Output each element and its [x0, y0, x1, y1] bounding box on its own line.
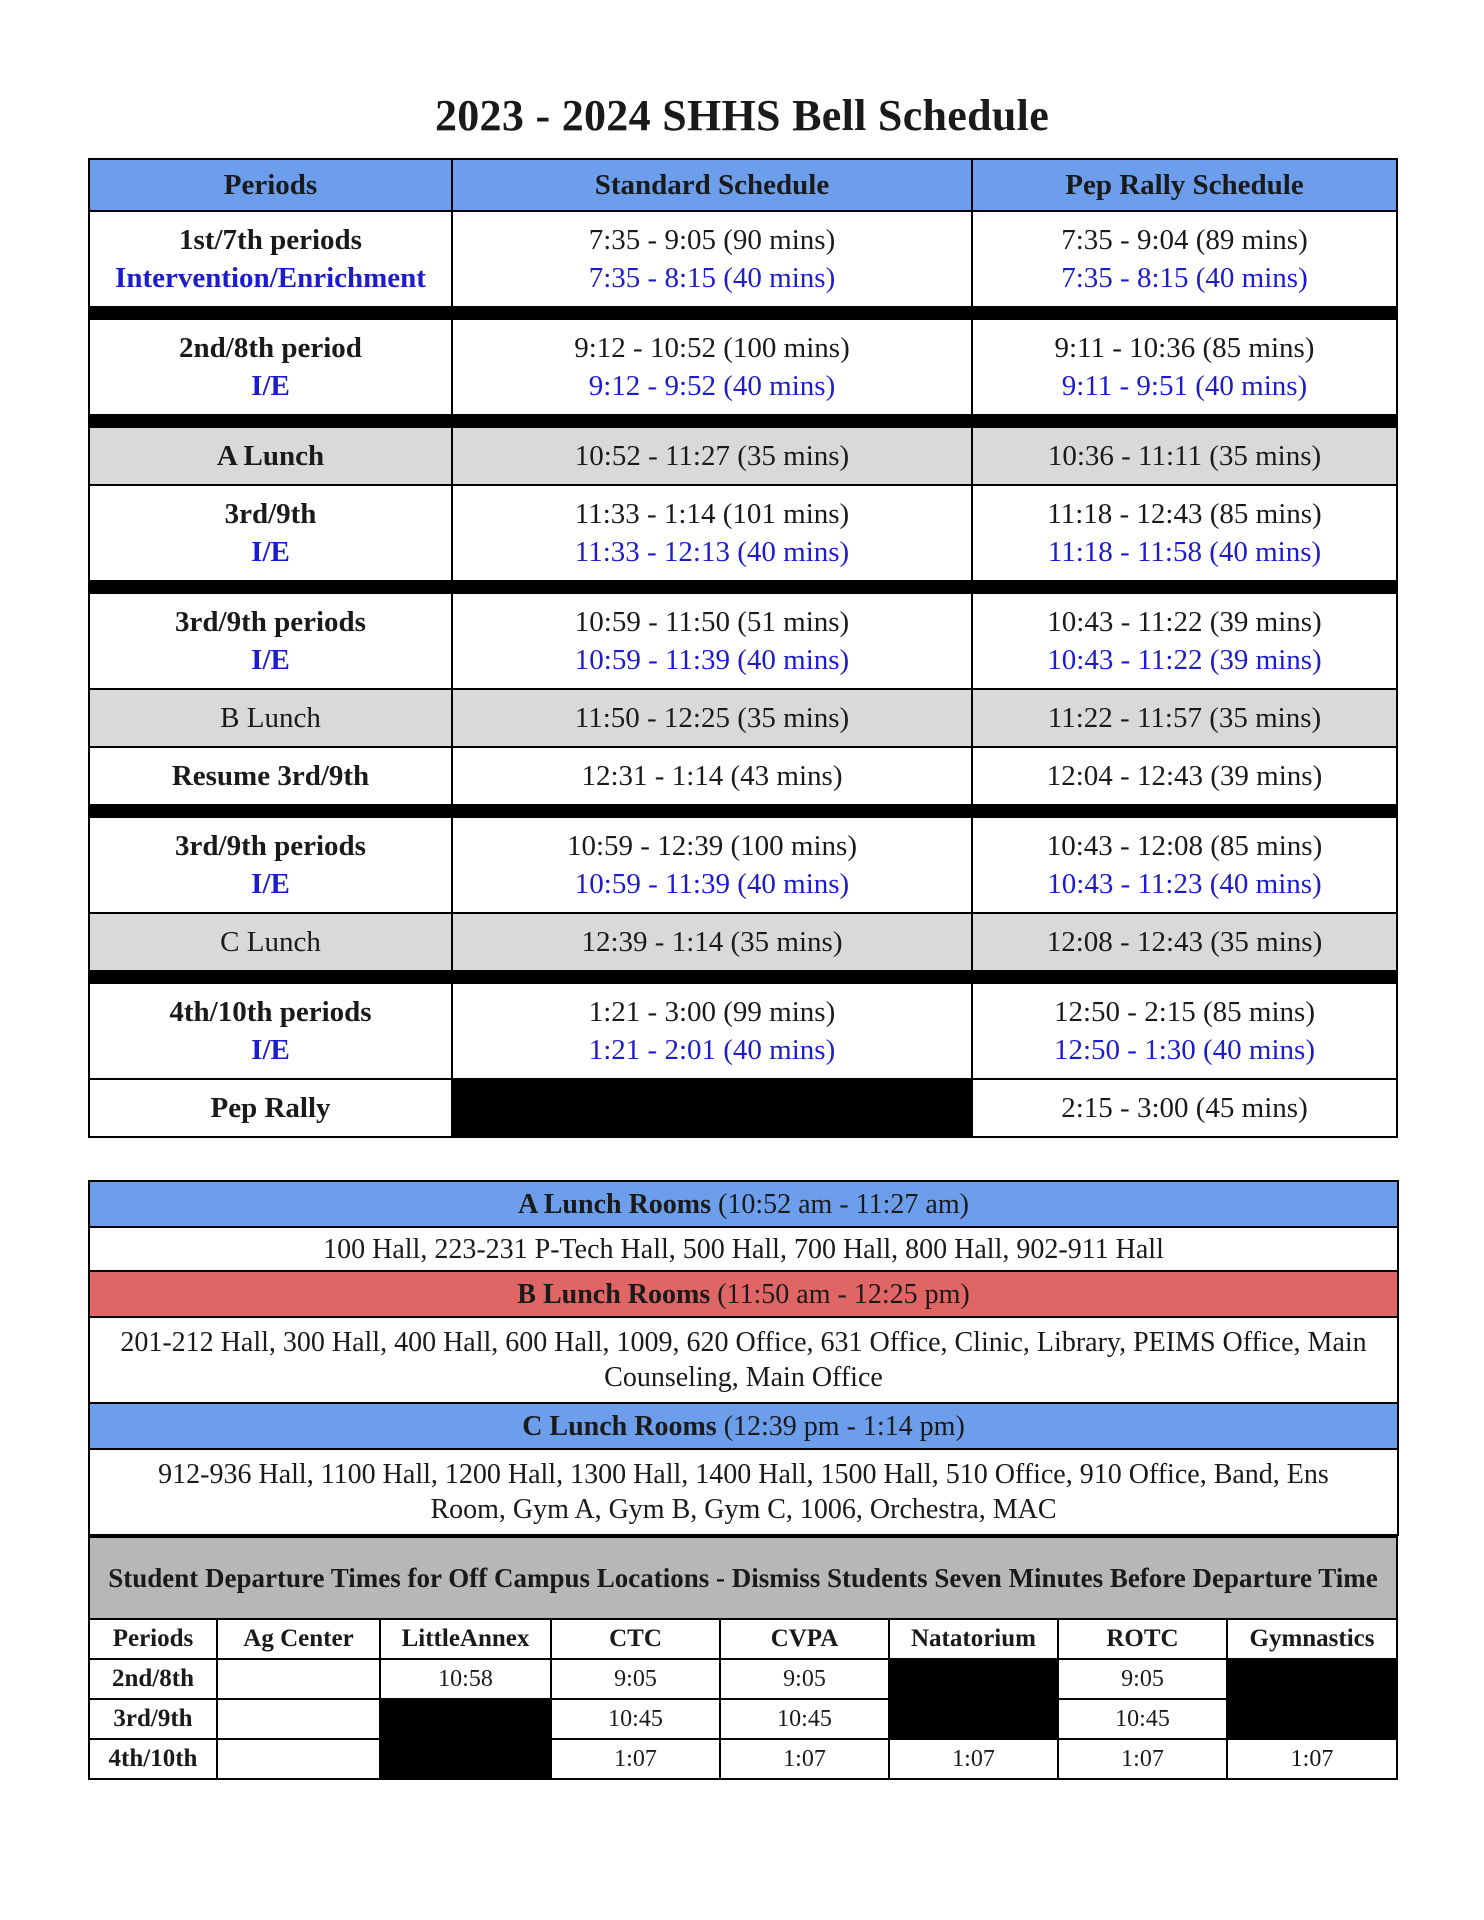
period-cell: 2nd/8th period I/E [89, 319, 452, 415]
table-row [89, 485, 1397, 581]
col-header: CTC [551, 1619, 720, 1659]
col-header: Periods [89, 1619, 217, 1659]
table-cell: 10:45 [1058, 1699, 1227, 1739]
table-row [89, 593, 1397, 689]
period-cell: 3rd/9th I/E [89, 485, 452, 581]
table-row [89, 1739, 1397, 1779]
table-cell: 1:07 [1227, 1739, 1397, 1779]
blacked-out-cell [452, 1079, 972, 1137]
standard-time-cell: 11:33 - 1:14 (101 mins) 11:33 - 12:13 (40 mins) [452, 485, 972, 581]
row-label: 4th/10th [89, 1739, 217, 1779]
pep-time-cell: 12:04 - 12:43 (39 mins) [972, 747, 1397, 805]
row-label: 3rd/9th [89, 1699, 217, 1739]
departure-title: Student Departure Times for Off Campus Locations - Dismiss Students Seven Minutes Before Departure Time [89, 1537, 1397, 1619]
pep-time-cell: 11:18 - 12:43 (85 mins) 11:18 - 11:58 (40 mins) [972, 485, 1397, 581]
table-cell: 10:45 [551, 1699, 720, 1739]
pep-time-cell: 10:43 - 12:08 (85 mins) 10:43 - 11:23 (40 mins) [972, 817, 1397, 913]
separator-row [89, 971, 1397, 983]
table-row [89, 427, 1397, 485]
bell-schedule-table [88, 158, 1398, 1138]
table-cell: 9:05 [720, 1659, 889, 1699]
a-lunch-header: A Lunch Rooms (10:52 am - 11:27 am) [89, 1181, 1398, 1227]
blacked-out-cell [380, 1699, 551, 1779]
table-row [89, 689, 1397, 747]
period-cell: Resume 3rd/9th [89, 747, 452, 805]
standard-time-cell: 1:21 - 3:00 (99 mins) 1:21 - 2:01 (40 mins) [452, 983, 972, 1079]
pep-time-cell: 10:43 - 11:22 (39 mins) 10:43 - 11:22 (39 mins) [972, 593, 1397, 689]
c-lunch-rooms: 912-936 Hall, 1100 Hall, 1200 Hall, 1300 Hall, 1400 Hall, 1500 Hall, 510 Office, 910 Office, Band, Ens Room, Gym A, Gym B, Gym C, 1006, Orchestra, MAC [89, 1449, 1398, 1535]
pep-time-cell: 10:36 - 11:11 (35 mins) [972, 427, 1397, 485]
pep-time-cell: 2:15 - 3:00 (45 mins) [972, 1079, 1397, 1137]
table-row [89, 319, 1397, 415]
period-cell: 4th/10th periods I/E [89, 983, 452, 1079]
col-header: Ag Center [217, 1619, 380, 1659]
period-cell: A Lunch [89, 427, 452, 485]
b-lunch-rooms: 201-212 Hall, 300 Hall, 400 Hall, 600 Hall, 1009, 620 Office, 631 Office, Clinic, Library, PEIMS Office, Main Counseling, Main Office [89, 1317, 1398, 1403]
table-cell: 10:58 [380, 1659, 551, 1699]
lunch-rooms-table [88, 1180, 1399, 1536]
table-cell [217, 1739, 380, 1779]
table-cell: 9:05 [551, 1659, 720, 1699]
page-title: 2023 - 2024 SHHS Bell Schedule [434, 91, 1050, 140]
table-row [89, 817, 1397, 913]
col-header: ROTC [1058, 1619, 1227, 1659]
table-row [89, 1079, 1397, 1137]
table-row [89, 747, 1397, 805]
standard-time-cell: 12:39 - 1:14 (35 mins) [452, 913, 972, 971]
standard-time-cell: 10:52 - 11:27 (35 mins) [452, 427, 972, 485]
pep-time-cell: 7:35 - 9:04 (89 mins) 7:35 - 8:15 (40 mins) [972, 211, 1397, 307]
table-cell [217, 1699, 380, 1739]
col-header: Gymnastics [1227, 1619, 1397, 1659]
row-label: 2nd/8th [89, 1659, 217, 1699]
table-row [89, 1659, 1397, 1699]
col-header-standard: Standard Schedule [452, 159, 972, 211]
table-row [89, 983, 1397, 1079]
pep-time-cell: 12:08 - 12:43 (35 mins) [972, 913, 1397, 971]
pep-time-cell: 9:11 - 10:36 (85 mins) 9:11 - 9:51 (40 mins) [972, 319, 1397, 415]
col-header: CVPA [720, 1619, 889, 1659]
table-row [89, 1699, 1397, 1739]
a-lunch-rooms: 100 Hall, 223-231 P-Tech Hall, 500 Hall, 700 Hall, 800 Hall, 902-911 Hall [89, 1227, 1398, 1271]
separator-row [89, 805, 1397, 817]
b-lunch-header: B Lunch Rooms (11:50 am - 12:25 pm) [89, 1271, 1398, 1317]
standard-time-cell: 11:50 - 12:25 (35 mins) [452, 689, 972, 747]
table-cell: 1:07 [551, 1739, 720, 1779]
col-header-pep-rally: Pep Rally Schedule [972, 159, 1397, 211]
table-row [89, 913, 1397, 971]
standard-time-cell: 12:31 - 1:14 (43 mins) [452, 747, 972, 805]
period-cell: 1st/7th periods Intervention/Enrichment [89, 211, 452, 307]
standard-time-cell: 10:59 - 11:50 (51 mins) 10:59 - 11:39 (40 mins) [452, 593, 972, 689]
departure-times-table [88, 1536, 1398, 1780]
table-row [89, 211, 1397, 307]
period-cell: 3rd/9th periods I/E [89, 817, 452, 913]
table-cell: 9:05 [1058, 1659, 1227, 1699]
col-header: LittleAnnex [380, 1619, 551, 1659]
departure-header-row [89, 1619, 1397, 1659]
blacked-out-cell [1227, 1659, 1397, 1739]
separator-row [89, 307, 1397, 319]
c-lunch-header: C Lunch Rooms (12:39 pm - 1:14 pm) [89, 1403, 1398, 1449]
table-cell: 10:45 [720, 1699, 889, 1739]
table-cell: 1:07 [1058, 1739, 1227, 1779]
standard-time-cell: 7:35 - 9:05 (90 mins) 7:35 - 8:15 (40 mins) [452, 211, 972, 307]
bell-header-row [89, 159, 1397, 211]
col-header: Natatorium [889, 1619, 1058, 1659]
period-cell: 3rd/9th periods I/E [89, 593, 452, 689]
table-cell: 1:07 [889, 1739, 1058, 1779]
pep-time-cell: 11:22 - 11:57 (35 mins) [972, 689, 1397, 747]
separator-row [89, 415, 1397, 427]
pep-time-cell: 12:50 - 2:15 (85 mins) 12:50 - 1:30 (40 mins) [972, 983, 1397, 1079]
table-cell [217, 1659, 380, 1699]
period-cell: Pep Rally [89, 1079, 452, 1137]
period-cell: C Lunch [89, 913, 452, 971]
standard-time-cell: 9:12 - 10:52 (100 mins) 9:12 - 9:52 (40 mins) [452, 319, 972, 415]
period-cell: B Lunch [89, 689, 452, 747]
col-header-periods: Periods [89, 159, 452, 211]
standard-time-cell: 10:59 - 12:39 (100 mins) 10:59 - 11:39 (40 mins) [452, 817, 972, 913]
separator-row [89, 581, 1397, 593]
blacked-out-cell [889, 1659, 1058, 1739]
table-cell: 1:07 [720, 1739, 889, 1779]
